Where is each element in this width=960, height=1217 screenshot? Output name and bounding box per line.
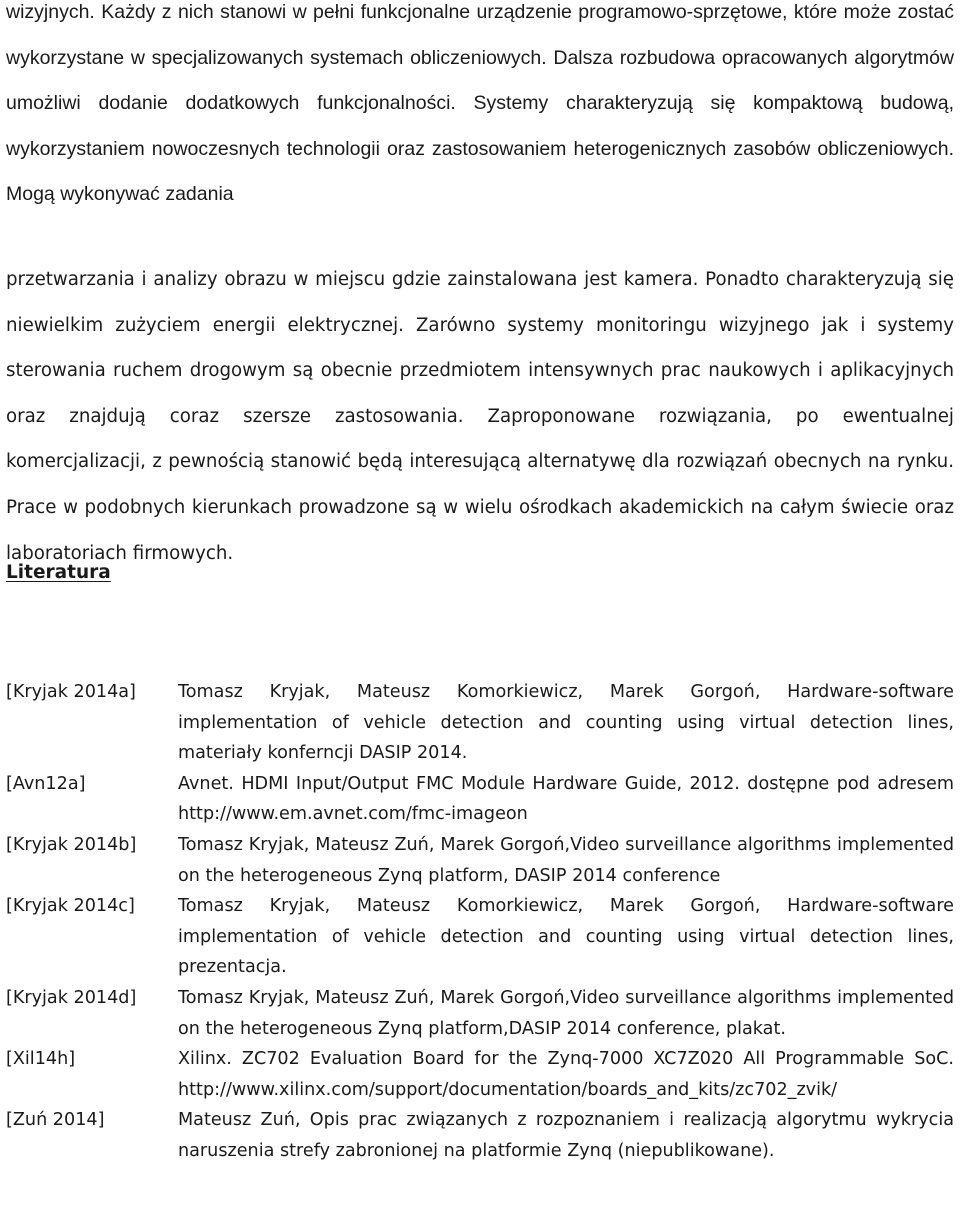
reference-item <box>6 891 954 983</box>
reference-list <box>6 677 954 1167</box>
reference-key: [Xil14h] <box>6 1049 76 1070</box>
reference-item <box>6 769 954 830</box>
reference-key: [Avn12a] <box>6 773 86 794</box>
reference-text: Tomasz Kryjak, Mateusz Zuń, Marek Gorgoń,Video surveillance algorithms implemented on the heterogeneous Zynq platform,DASIP 2014 conference, plakat. <box>178 987 954 1039</box>
reference-text: Avnet. HDMI Input/Output FMC Module Hardware Guide, 2012. dostępne pod adresem http://www.em.avnet.com/fmc-imageon <box>178 773 954 825</box>
reference-text: Tomasz Kryjak, Mateusz Zuń, Marek Gorgoń,Video surveillance algorithms implemented on the heterogeneous Zynq platform, DASIP 2014 conference <box>178 834 954 886</box>
reference-key: [Kryjak 2014a] <box>6 682 136 702</box>
reference-item <box>6 677 954 769</box>
reference-key: [Zuń 2014] <box>6 1110 105 1131</box>
section-heading-literatura: Literatura <box>6 562 111 583</box>
reference-text: Tomasz Kryjak, Mateusz Komorkiewicz, Marek Gorgoń, Hardware-software implementation of vehicle detection and counting using virtual detection lines, materiały konferncji DASIP 2014. <box>178 682 954 764</box>
reference-text: Mateusz Zuń, Opis prac związanych z rozpoznaniem i realizacją algorytmu wykrycia naruszenia strefy zabronionej na platformie Zynq (niepublikowane). <box>178 1110 954 1161</box>
reference-key: [Kryjak 2014b] <box>6 834 137 855</box>
reference-item <box>6 1105 954 1166</box>
body-paragraph-2: przetwarzania i analizy obrazu w miejscu gdzie zainstalowana jest kamera. Ponadto charakteryzują się niewielkim zużyciem energii elektrycznej. Zarówno systemy monitoringu wizyjnego jak i systemy sterowania ruchem drogowym są obecnie przedmiotem intensywnych prac naukowych i aplikacyjnych oraz znajdują coraz szersze zastosowania. Zaproponowane rozwiązania, po ewentualnej komercjalizacji, z pewnością stanowić będą interesującą alternatywę dla rozwiązań obecnych na rynku. Prace w podobnych kierunkach prowadzone są w wielu ośrodkach akademickich na całym świecie oraz laboratoriach firmowych. <box>6 269 954 564</box>
reference-item <box>6 983 954 1044</box>
reference-key: [Kryjak 2014d] <box>6 987 137 1008</box>
reference-text: Xilinx. ZC702 Evaluation Board for the Zynq-7000 XC7Z020 All Programmable SoC. http://www.xilinx.com/support/documentation/boards_and_kits/zc702_zvik/ <box>178 1049 954 1100</box>
reference-key: [Kryjak 2014c] <box>6 896 135 917</box>
reference-item <box>6 830 954 891</box>
body-paragraph-1: wizyjnych. Każdy z nich stanowi w pełni funkcjonalne urządzenie programowo-sprzętowe, które może zostać wykorzystane w specjalizowanych systemach obliczeniowych. Dalsza rozbudowa opracowanych algorytmów umożliwi dodanie dodatkowych funkcjonalności. Systemy charakteryzują się kompaktową budową, wykorzystaniem nowoczesnych technologii oraz zastosowaniem heterogenicznych zasobów obliczeniowych. Mogą wykonywać zadania <box>6 1 954 206</box>
reference-item <box>6 1044 954 1105</box>
reference-text: Tomasz Kryjak, Mateusz Komorkiewicz, Marek Gorgoń, Hardware-software implementation of vehicle detection and counting using virtual detection lines, prezentacja. <box>178 896 954 978</box>
